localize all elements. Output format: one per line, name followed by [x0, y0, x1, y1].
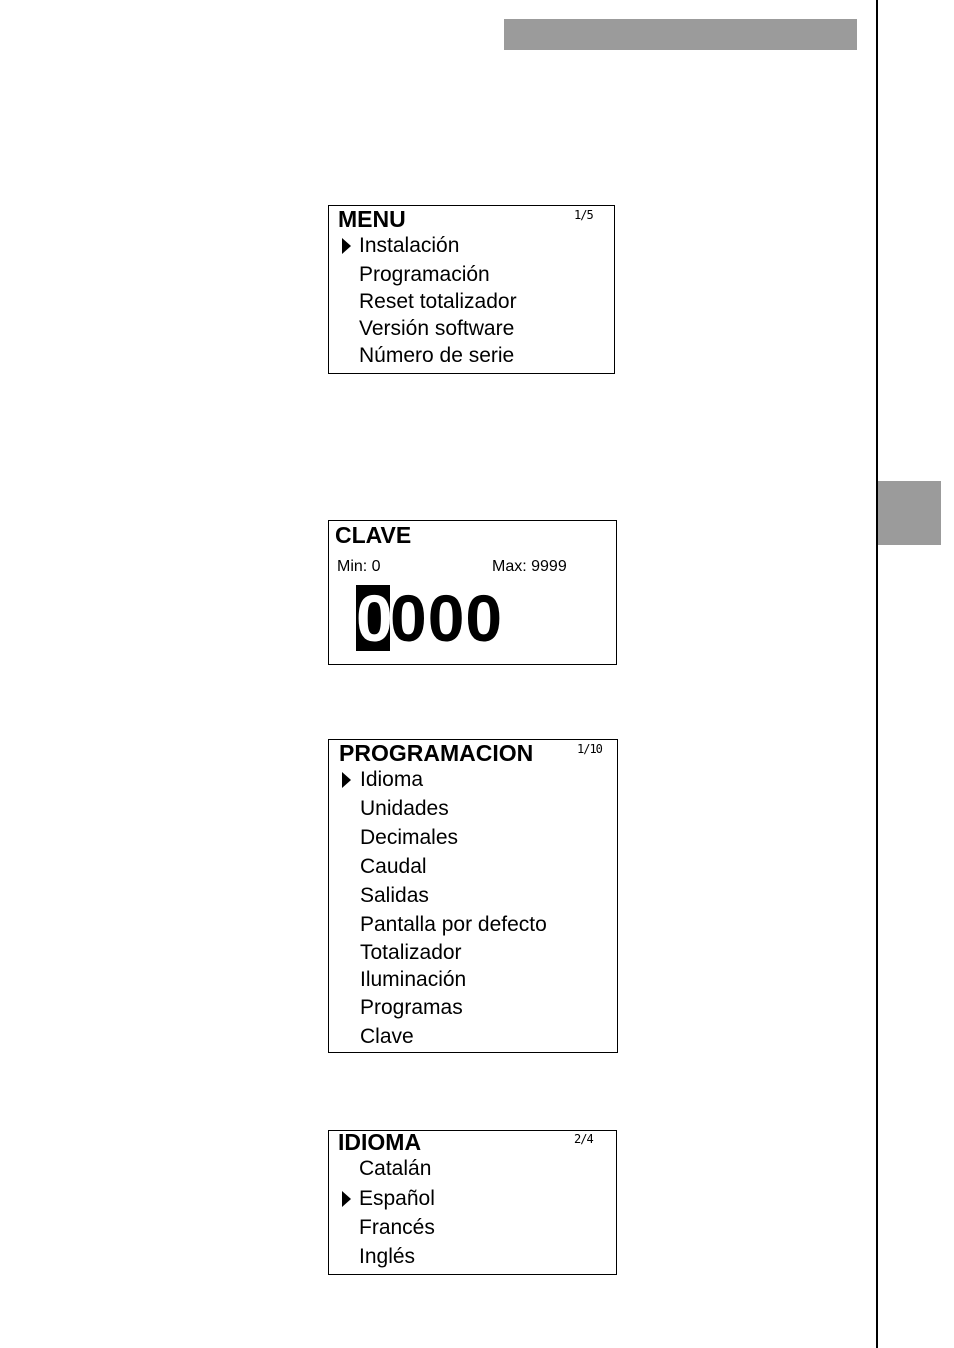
clave-title: CLAVE: [335, 522, 412, 548]
clave-min-label: Min: 0: [337, 558, 381, 575]
programacion-item-decimales[interactable]: Decimales: [360, 826, 459, 849]
clave-selected-digit[interactable]: 0: [356, 581, 394, 655]
clave-max-label: Max: 9999: [492, 558, 567, 575]
programacion-item-salidas[interactable]: Salidas: [360, 884, 429, 907]
idioma-title: IDIOMA: [338, 1129, 422, 1155]
menu-item-numero-de-serie[interactable]: Número de serie: [359, 344, 515, 367]
programacion-page-indicator: 1/10: [577, 742, 602, 756]
programacion-item-unidades[interactable]: Unidades: [360, 797, 449, 820]
programacion-cursor-icon: [342, 772, 351, 788]
idioma-screen: [328, 1130, 617, 1275]
programacion-item-totalizador[interactable]: Totalizador: [360, 941, 462, 964]
idioma-item-ingles[interactable]: Inglés: [359, 1245, 416, 1268]
menu-screen: [328, 205, 615, 374]
programacion-item-iluminacion[interactable]: Iluminación: [360, 968, 467, 991]
menu-item-version-software[interactable]: Versión software: [359, 317, 515, 340]
menu-item-instalacion[interactable]: Instalación: [359, 234, 460, 257]
idioma-cursor-icon: [342, 1191, 351, 1207]
programacion-title: PROGRAMACION: [339, 740, 534, 766]
idioma-item-espanol[interactable]: Español: [359, 1187, 435, 1210]
programacion-screen: [328, 739, 618, 1053]
section-tab: [878, 481, 941, 545]
programacion-item-idioma[interactable]: Idioma: [360, 768, 424, 791]
idioma-page-indicator: 2/4: [574, 1132, 593, 1146]
menu-item-reset-totalizador[interactable]: Reset totalizador: [359, 290, 517, 313]
clave-remaining-digits: 000: [390, 581, 504, 655]
menu-title: MENU: [338, 206, 406, 232]
programacion-item-pantalla-por-defecto[interactable]: Pantalla por defecto: [360, 913, 547, 936]
programacion-item-caudal[interactable]: Caudal: [360, 855, 427, 878]
idioma-item-catalan[interactable]: Catalán: [359, 1157, 432, 1180]
menu-cursor-icon: [342, 238, 351, 254]
menu-item-programacion[interactable]: Programación: [359, 263, 490, 286]
page-margin-rule: [876, 0, 878, 1348]
clave-value[interactable]: [356, 581, 504, 655]
idioma-item-frances[interactable]: Francés: [359, 1216, 435, 1239]
header-bar: [504, 19, 857, 50]
menu-page-indicator: 1/5: [574, 208, 593, 222]
programacion-item-clave[interactable]: Clave: [360, 1025, 414, 1048]
clave-screen: [328, 520, 617, 665]
programacion-item-programas[interactable]: Programas: [360, 996, 463, 1019]
